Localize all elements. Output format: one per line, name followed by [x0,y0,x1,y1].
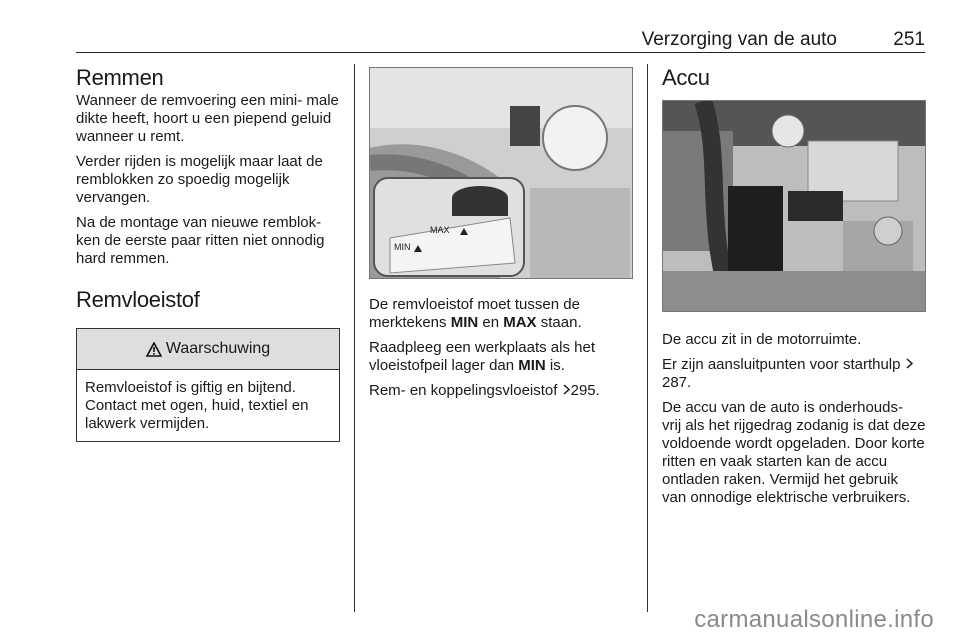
page-reference-icon [905,358,914,369]
watermark: carmanualsonline.info [694,606,934,633]
column-divider [354,64,355,612]
column-right [662,64,926,514]
page-header [76,26,925,53]
section-title-accu: Accu [662,65,710,90]
page-number: 251 [893,29,925,50]
paragraph: De remvloeistof moet tussen de merktekens MIN en MAX staan. [369,296,582,331]
brake-fluid-reservoir-image [369,67,633,279]
min-label: MIN [394,242,411,252]
column-middle [369,64,633,407]
warning-header [77,329,339,370]
paragraph: Er zijn aansluitpunten voor starthulp 287. [662,356,926,392]
warning-triangle-icon [146,342,162,357]
section-title-remmen: Remmen [76,65,164,90]
page-reference-icon [562,384,571,395]
running-title: Verzorging van de auto [641,29,837,50]
section-title-remvloeistof: Remvloeistof [76,287,200,312]
column-divider [647,64,648,612]
engine-bay-battery-image [662,100,926,312]
max-label: MAX [430,225,450,235]
paragraph: Na de montage van nieuwe remblok- ken de eerste paar ritten niet onnodig hard remmen. [76,214,325,267]
warning-box [76,328,340,442]
paragraph: Verder rijden is mogelijk maar laat de remblokken zo spoedig mogelijk vervangen. [76,153,323,206]
paragraph: De accu van de auto is onderhouds- vrij als het rijgedrag zodanig is dat deze voldoende wordt opgeladen. Door korte ritten en vaak starten kan de accu ontladen raken. Vermijd het gebruik van onnodige elektrische verbruikers. [662,399,926,506]
paragraph: Wanneer de remvoering een mini- male dikte heeft, hoort u een piepend geluid wanneer u remt. [76,92,339,145]
warning-title: Waarschuwing [165,340,271,357]
column-left [76,64,340,442]
paragraph: Rem- en koppelingsvloeistof 295. [369,382,600,399]
paragraph: De accu zit in de motorruimte. [662,331,862,348]
paragraph: Raadpleeg een werkplaats als het vloeistofpeil lager dan MIN is. [369,339,595,374]
warning-text: Remvloeistof is giftig en bijtend. Contact met ogen, huid, textiel en lakwerk vermijden. [85,379,309,432]
